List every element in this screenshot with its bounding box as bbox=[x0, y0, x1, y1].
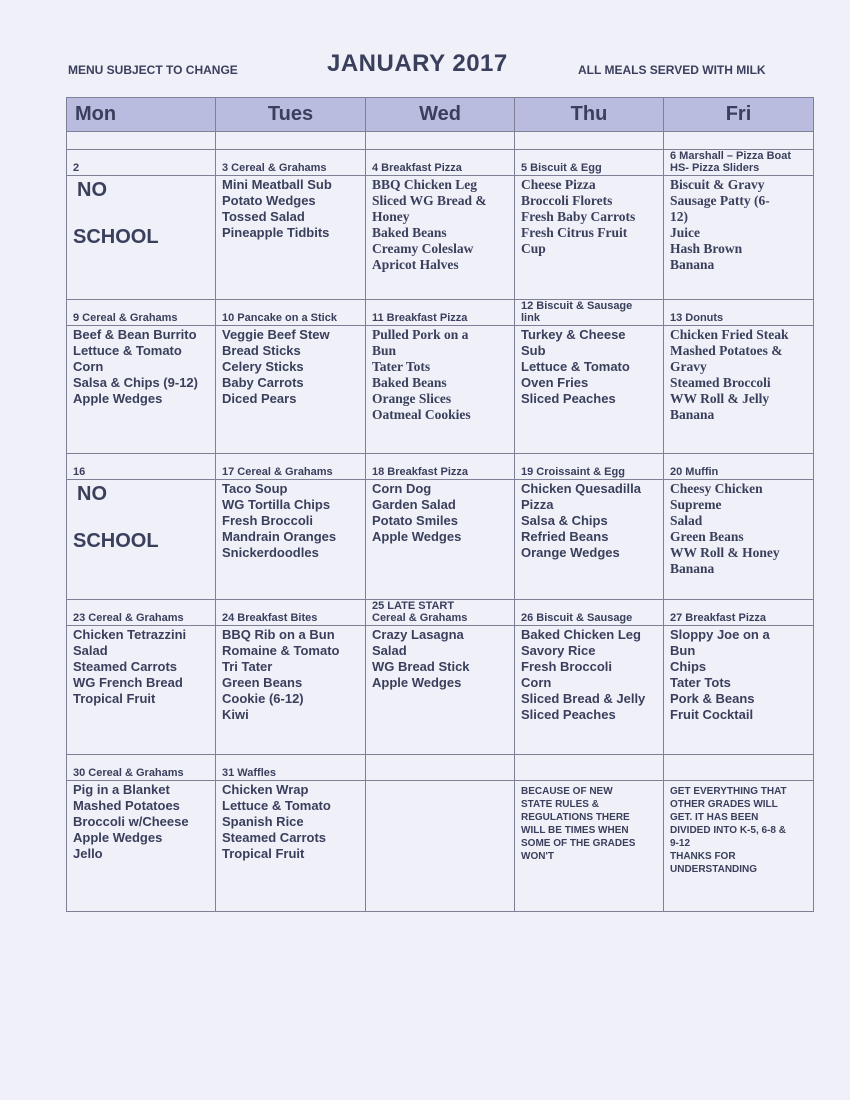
menu-cell bbox=[67, 626, 216, 755]
menu-item: Creamy Coleslaw bbox=[372, 241, 474, 256]
note-line: DIVIDED INTO K-5, 6-8 & bbox=[670, 825, 786, 836]
note-line: SOME OF THE GRADES bbox=[521, 838, 636, 849]
menu-item: Apple Wedges bbox=[372, 529, 462, 544]
menu-items bbox=[372, 481, 514, 545]
menu-item: Lettuce & Tomato bbox=[73, 343, 182, 358]
note-line: OTHER GRADES WILL bbox=[670, 799, 778, 810]
menu-items bbox=[372, 627, 514, 691]
weekday-header-row bbox=[67, 98, 814, 132]
menu-items bbox=[521, 327, 663, 407]
menu-item: Chips bbox=[670, 659, 707, 674]
note-line: REGULATIONS THERE bbox=[521, 812, 630, 823]
menu-item: 12) bbox=[670, 209, 688, 224]
date-header bbox=[515, 300, 664, 326]
menu-item: Spanish Rice bbox=[222, 814, 304, 829]
week-2-meal-row bbox=[67, 326, 814, 454]
menu-item: Chicken Tetrazzini bbox=[73, 627, 187, 642]
menu-cell bbox=[67, 781, 216, 912]
menu-item: Sliced Peaches bbox=[521, 391, 616, 406]
menu-item: WW Roll & Jelly bbox=[670, 391, 770, 406]
menu-items bbox=[521, 177, 663, 257]
menu-item: Orange Wedges bbox=[521, 545, 620, 560]
week-1-meal-row bbox=[67, 176, 814, 300]
date-header bbox=[366, 150, 515, 176]
menu-item: Green Beans bbox=[222, 675, 303, 690]
note-line: GET. IT HAS BEEN bbox=[670, 812, 759, 823]
date-header bbox=[216, 755, 366, 781]
menu-item: Sausage Patty (6- bbox=[670, 193, 770, 208]
menu-items bbox=[521, 627, 663, 723]
menu-item: Fruit Cocktail bbox=[670, 707, 754, 722]
menu-item: Refried Beans bbox=[521, 529, 609, 544]
date-header bbox=[366, 300, 515, 326]
menu-items bbox=[372, 177, 514, 273]
menu-item: WW Roll & Honey bbox=[670, 545, 780, 560]
menu-item: Banana bbox=[670, 257, 715, 272]
menu-item: Kiwi bbox=[222, 707, 249, 722]
week-2-date-row bbox=[67, 300, 814, 326]
menu-item: Fresh Baby Carrots bbox=[521, 209, 636, 224]
date-header-line: 17 Cereal & Grahams bbox=[222, 466, 333, 478]
menu-item: Mashed Potatoes bbox=[73, 798, 180, 813]
grade-division-note bbox=[670, 782, 813, 876]
menu-item: Garden Salad bbox=[372, 497, 456, 512]
menu-item: Steamed Carrots bbox=[73, 659, 178, 674]
date-header-line: 16 bbox=[73, 466, 86, 478]
menu-item: Bread Sticks bbox=[222, 343, 301, 358]
menu-items bbox=[73, 327, 215, 407]
menu-item: Lettuce & Tomato bbox=[222, 798, 331, 813]
menu-item: Veggie Beef Stew bbox=[222, 327, 330, 342]
menu-items bbox=[222, 782, 365, 862]
menu-items bbox=[222, 327, 365, 407]
date-header-line: 20 Muffin bbox=[670, 466, 719, 478]
date-header bbox=[216, 300, 366, 326]
menu-items bbox=[222, 627, 365, 723]
date-header bbox=[515, 755, 664, 781]
menu-cell bbox=[515, 626, 664, 755]
grade-division-note bbox=[521, 782, 663, 863]
menu-cell bbox=[67, 480, 216, 600]
menu-item: Pulled Pork on a bbox=[372, 327, 469, 342]
menu-item: Oatmeal Cookies bbox=[372, 407, 471, 422]
menu-item: Tropical Fruit bbox=[222, 846, 305, 861]
date-header-line: 30 Cereal & Grahams bbox=[73, 767, 184, 779]
date-header-line: link bbox=[521, 312, 540, 324]
menu-item: Fresh Broccoli bbox=[222, 513, 314, 528]
menu-item: Diced Pears bbox=[222, 391, 297, 406]
menu-cell bbox=[515, 326, 664, 454]
menu-cell bbox=[664, 176, 814, 300]
page-title: JANUARY 2017 bbox=[327, 50, 508, 77]
menu-items bbox=[73, 782, 215, 862]
menu-item: Banana bbox=[670, 561, 715, 576]
menu-cell bbox=[515, 176, 664, 300]
date-header-line: 12 Biscuit & Sausage bbox=[521, 300, 633, 312]
menu-cell bbox=[366, 176, 515, 300]
note-line: THANKS FOR bbox=[670, 851, 736, 862]
menu-cell bbox=[366, 480, 515, 600]
menu-item: Cup bbox=[521, 241, 546, 256]
menu-item: Salsa & Chips bbox=[521, 513, 608, 528]
date-header-line: HS- Pizza Sliders bbox=[670, 162, 760, 174]
menu-item: Broccoli w/Cheese bbox=[73, 814, 189, 829]
week-5-meal-row bbox=[67, 781, 814, 912]
menu-cell bbox=[664, 326, 814, 454]
menu-item: Chicken Fried Steak bbox=[670, 327, 789, 342]
menu-item: Potato Wedges bbox=[222, 193, 316, 208]
note-line: 9-12 bbox=[670, 838, 691, 849]
week-3-date-row bbox=[67, 454, 814, 480]
menu-item: Chicken Wrap bbox=[222, 782, 309, 797]
date-header bbox=[67, 454, 216, 480]
date-header bbox=[67, 300, 216, 326]
week-5-date-row bbox=[67, 755, 814, 781]
menu-items bbox=[670, 481, 813, 577]
menu-items bbox=[670, 177, 813, 273]
milk-note: ALL MEALS SERVED WITH MILK bbox=[578, 63, 766, 77]
menu-items bbox=[222, 177, 365, 241]
note-line: STATE RULES & bbox=[521, 799, 599, 810]
menu-item: Chicken Quesadilla bbox=[521, 481, 641, 496]
date-header-line: 4 Breakfast Pizza bbox=[372, 162, 462, 174]
menu-item: Salsa & Chips (9-12) bbox=[73, 375, 198, 390]
menu-item: Steamed Carrots bbox=[222, 830, 327, 845]
menu-item: Bun bbox=[372, 343, 397, 358]
menu-item: BBQ Chicken Leg bbox=[372, 177, 478, 192]
menu-item: Sliced WG Bread & bbox=[372, 193, 487, 208]
menu-item: Celery Sticks bbox=[222, 359, 304, 374]
menu-item: Tropical Fruit bbox=[73, 691, 156, 706]
date-header bbox=[366, 600, 515, 626]
menu-item: Hash Brown bbox=[670, 241, 743, 256]
menu-item: Banana bbox=[670, 407, 715, 422]
date-header bbox=[366, 755, 515, 781]
menu-item: Green Beans bbox=[670, 529, 744, 544]
menu-item: Bun bbox=[670, 643, 696, 658]
menu-item: Gravy bbox=[670, 359, 707, 374]
date-header-line: 18 Breakfast Pizza bbox=[372, 466, 468, 478]
date-header-line: Cereal & Grahams bbox=[372, 612, 468, 624]
day-header-wed: Wed bbox=[366, 98, 515, 132]
menu-item: Apple Wedges bbox=[73, 391, 163, 406]
week-4-meal-row bbox=[67, 626, 814, 755]
menu-item: Crazy Lasagna bbox=[372, 627, 464, 642]
menu-item: Potato Smiles bbox=[372, 513, 458, 528]
date-header bbox=[216, 150, 366, 176]
menu-items bbox=[222, 481, 365, 561]
date-header-line: 10 Pancake on a Stick bbox=[222, 312, 337, 324]
menu-items bbox=[372, 327, 514, 423]
date-header-line: 31 Waffles bbox=[222, 767, 277, 779]
menu-item: Tri Tater bbox=[222, 659, 273, 674]
date-header bbox=[664, 300, 814, 326]
no-school-no: NO bbox=[77, 483, 107, 505]
menu-item: WG Bread Stick bbox=[372, 659, 470, 674]
menu-item: Cheesy Chicken bbox=[670, 481, 763, 496]
menu-cell bbox=[67, 326, 216, 454]
date-header-line: 9 Cereal & Grahams bbox=[73, 312, 178, 324]
menu-item: Corn Dog bbox=[372, 481, 432, 496]
date-header-line: 3 Cereal & Grahams bbox=[222, 162, 327, 174]
day-header-thu: Thu bbox=[515, 98, 664, 132]
menu-items bbox=[670, 327, 813, 423]
week-4-date-row bbox=[67, 600, 814, 626]
menu-item: Romaine & Tomato bbox=[222, 643, 340, 658]
menu-items bbox=[73, 627, 215, 707]
no-school-school: SCHOOL bbox=[73, 226, 159, 248]
date-header bbox=[664, 755, 814, 781]
date-header bbox=[515, 454, 664, 480]
menu-cell bbox=[67, 176, 216, 300]
date-header-line: 6 Marshall – Pizza Boat bbox=[670, 150, 792, 162]
menu-item: Cookie (6-12) bbox=[222, 691, 304, 706]
menu-calendar bbox=[66, 97, 814, 912]
date-header-line: 11 Breakfast Pizza bbox=[372, 312, 468, 324]
date-header-line: 24 Breakfast Bites bbox=[222, 612, 318, 624]
menu-item: Steamed Broccoli bbox=[670, 375, 771, 390]
menu-item: Beef & Bean Burrito bbox=[73, 327, 197, 342]
no-school-label bbox=[73, 179, 215, 249]
menu-item: BBQ Rib on a Bun bbox=[222, 627, 335, 642]
menu-item: Orange Slices bbox=[372, 391, 452, 406]
date-header bbox=[515, 150, 664, 176]
date-header bbox=[664, 600, 814, 626]
note-line: WON'T bbox=[521, 851, 554, 862]
menu-cell bbox=[216, 176, 366, 300]
menu-item: Corn bbox=[521, 675, 552, 690]
menu-item: WG French Bread bbox=[73, 675, 183, 690]
date-header bbox=[515, 600, 664, 626]
menu-item: Baked Beans bbox=[372, 225, 447, 240]
menu-items bbox=[521, 481, 663, 561]
date-header-line: 27 Breakfast Pizza bbox=[670, 612, 766, 624]
menu-item: Baked Chicken Leg bbox=[521, 627, 641, 642]
menu-cell bbox=[216, 781, 366, 912]
note-line: WILL BE TIMES WHEN bbox=[521, 825, 629, 836]
date-header bbox=[664, 454, 814, 480]
menu-item: Fresh Broccoli bbox=[521, 659, 613, 674]
menu-item: Cheese Pizza bbox=[521, 177, 596, 192]
date-header-line: 2 bbox=[73, 162, 80, 174]
menu-item: Biscuit & Gravy bbox=[670, 177, 765, 192]
menu-item: Apple Wedges bbox=[73, 830, 163, 845]
menu-item: Juice bbox=[670, 225, 700, 240]
note-line: BECAUSE OF NEW bbox=[521, 786, 613, 797]
menu-cell bbox=[664, 781, 814, 912]
note-line: UNDERSTANDING bbox=[670, 864, 758, 875]
date-header-line: 25 LATE START bbox=[372, 600, 455, 612]
menu-subject-note: MENU SUBJECT TO CHANGE bbox=[68, 63, 238, 77]
menu-cell bbox=[366, 781, 515, 912]
menu-item: Sliced Bread & Jelly bbox=[521, 691, 646, 706]
menu-item: Tater Tots bbox=[372, 359, 431, 374]
day-header-fri: Fri bbox=[664, 98, 814, 132]
menu-item: Sub bbox=[521, 343, 546, 358]
week-1-date-row bbox=[67, 150, 814, 176]
menu-item: Honey bbox=[372, 209, 410, 224]
no-school-school: SCHOOL bbox=[73, 530, 159, 552]
menu-item: Broccoli Florets bbox=[521, 193, 613, 208]
date-header-line: 13 Donuts bbox=[670, 312, 724, 324]
date-header bbox=[366, 454, 515, 480]
menu-cell bbox=[366, 326, 515, 454]
week-3-meal-row bbox=[67, 480, 814, 600]
spacer-row bbox=[67, 132, 814, 150]
menu-item: Sloppy Joe on a bbox=[670, 627, 770, 642]
menu-item: Salad bbox=[670, 513, 703, 528]
menu-cell bbox=[515, 781, 664, 912]
note-line: GET EVERYTHING THAT bbox=[670, 786, 787, 797]
menu-item: Apricot Halves bbox=[372, 257, 459, 272]
date-header bbox=[67, 150, 216, 176]
menu-cell bbox=[216, 626, 366, 755]
menu-item: Jello bbox=[73, 846, 103, 861]
date-header bbox=[67, 600, 216, 626]
menu-item: Baby Carrots bbox=[222, 375, 304, 390]
date-header bbox=[216, 600, 366, 626]
menu-item: Pig in a Blanket bbox=[73, 782, 170, 797]
date-header bbox=[664, 150, 814, 176]
menu-item: Tossed Salad bbox=[222, 209, 305, 224]
menu-cell bbox=[216, 326, 366, 454]
no-school-label bbox=[73, 483, 215, 553]
menu-item: Mini Meatball Sub bbox=[222, 177, 332, 192]
menu-cell bbox=[366, 626, 515, 755]
menu-item: Taco Soup bbox=[222, 481, 288, 496]
menu-item: Turkey & Cheese bbox=[521, 327, 626, 342]
menu-item: Pizza bbox=[521, 497, 554, 512]
menu-cell bbox=[515, 480, 664, 600]
menu-cell bbox=[664, 626, 814, 755]
date-header-line: 23 Cereal & Grahams bbox=[73, 612, 184, 624]
date-header bbox=[67, 755, 216, 781]
menu-item: Fresh Citrus Fruit bbox=[521, 225, 628, 240]
menu-cell bbox=[664, 480, 814, 600]
day-header-mon: Mon bbox=[67, 98, 216, 132]
day-header-tues: Tues bbox=[216, 98, 366, 132]
menu-item: Savory Rice bbox=[521, 643, 596, 658]
menu-item: Salad bbox=[73, 643, 108, 658]
menu-item: Tater Tots bbox=[670, 675, 731, 690]
menu-item: Corn bbox=[73, 359, 104, 374]
menu-item: Baked Beans bbox=[372, 375, 447, 390]
menu-item: Salad bbox=[372, 643, 407, 658]
date-header bbox=[216, 454, 366, 480]
date-header-line: 26 Biscuit & Sausage bbox=[521, 612, 633, 624]
menu-item: Snickerdoodles bbox=[222, 545, 319, 560]
menu-item: Lettuce & Tomato bbox=[521, 359, 630, 374]
menu-item: Pork & Beans bbox=[670, 691, 755, 706]
no-school-no: NO bbox=[77, 179, 107, 201]
menu-items bbox=[670, 627, 813, 723]
menu-item: Oven Fries bbox=[521, 375, 589, 390]
menu-item: Mandrain Oranges bbox=[222, 529, 337, 544]
menu-item: Apple Wedges bbox=[372, 675, 462, 690]
menu-item: Mashed Potatoes & bbox=[670, 343, 783, 358]
date-header-line: 5 Biscuit & Egg bbox=[521, 162, 602, 174]
menu-item: WG Tortilla Chips bbox=[222, 497, 331, 512]
menu-item: Supreme bbox=[670, 497, 722, 512]
menu-cell bbox=[216, 480, 366, 600]
menu-item: Pineapple Tidbits bbox=[222, 225, 330, 240]
date-header-line: 19 Croissaint & Egg bbox=[521, 466, 625, 478]
menu-item: Sliced Peaches bbox=[521, 707, 616, 722]
